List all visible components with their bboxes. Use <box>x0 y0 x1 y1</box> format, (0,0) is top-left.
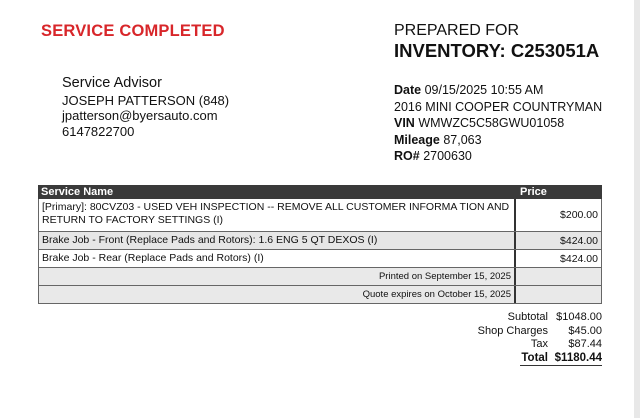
service-advisor-block <box>62 76 229 139</box>
date-label: Date <box>394 83 422 97</box>
table-header <box>38 185 602 199</box>
subtotal-value: $1048.00 <box>556 311 602 323</box>
price-cell: $424.00 <box>560 252 598 265</box>
tax-label: Tax <box>530 338 548 350</box>
advisor-email: jpatterson@byersauto.com <box>62 108 218 123</box>
printed-on-row <box>38 268 602 286</box>
quote-expires-row <box>38 286 602 304</box>
services-table <box>38 185 602 304</box>
price-cell: $200.00 <box>560 209 598 221</box>
price-header: Price <box>520 186 547 198</box>
tax-line <box>440 338 602 352</box>
vehicle-model: 2016 MINI COOPER COUNTRYMAN <box>394 99 603 114</box>
advisor-name: JOSEPH PATTERSON (848) <box>62 92 230 108</box>
prepared-for-label: PREPARED FOR <box>394 22 520 39</box>
ro-value: 2700630 <box>423 149 472 163</box>
subtotal-label: Subtotal <box>507 311 548 323</box>
total-underline <box>520 365 602 366</box>
subtotal-line <box>440 311 602 325</box>
quote-expires-text: Quote expires on October 15, 2025 <box>39 286 516 303</box>
date-value: 09/15/2025 10:55 AM <box>424 83 544 97</box>
vehicle-info-block <box>394 82 602 165</box>
mileage-value: 87,063 <box>443 132 482 147</box>
totals-block <box>440 311 602 366</box>
service-name-cell: Brake Job - Front (Replace Pads and Rotors): 1.6 ENG 5 QT DEXOS (I) <box>39 232 516 249</box>
total-label: Total <box>521 351 548 364</box>
service-completed-stamp: SERVICE COMPLETED <box>41 22 225 40</box>
shop-charges-value: $45.00 <box>568 324 602 337</box>
shop-charges-label: Shop Charges <box>477 324 548 337</box>
price-cell: $424.00 <box>560 234 598 247</box>
advisor-label: Service Advisor <box>62 75 162 91</box>
service-name-cell: Brake Job - Rear (Replace Pads and Rotors) (I) <box>39 250 516 267</box>
vin-line <box>394 115 602 132</box>
prepared-for-block <box>394 22 599 62</box>
printed-on-text: Printed on September 15, 2025 <box>39 268 516 285</box>
total-line <box>440 352 602 366</box>
mileage-line <box>394 132 602 149</box>
tax-value: $87.44 <box>568 338 602 350</box>
date-line <box>394 82 602 99</box>
service-name-header: Service Name <box>41 186 114 198</box>
service-name-cell: [Primary]: 80CVZ03 - USED VEH INSPECTION -- REMOVE ALL CUSTOMER INFORMA TION AND RETURN TO FACTORY SETTINGS (I) <box>39 199 516 231</box>
vin-value: WMWZC5C58GWU01058 <box>418 116 565 130</box>
empty-price-cell <box>516 286 601 303</box>
ro-label: RO# <box>394 149 420 163</box>
mileage-label: Mileage <box>394 132 440 147</box>
empty-price-cell <box>516 268 601 285</box>
table-row <box>38 250 602 268</box>
vin-label: VIN <box>394 116 415 130</box>
inventory-number: INVENTORY: C253051A <box>394 40 600 61</box>
ro-line <box>394 148 602 165</box>
total-value: $1180.44 <box>554 351 602 364</box>
table-row <box>38 199 602 232</box>
table-row <box>38 232 602 250</box>
advisor-phone: 6147822700 <box>62 123 135 139</box>
shop-charges-line <box>440 325 602 339</box>
